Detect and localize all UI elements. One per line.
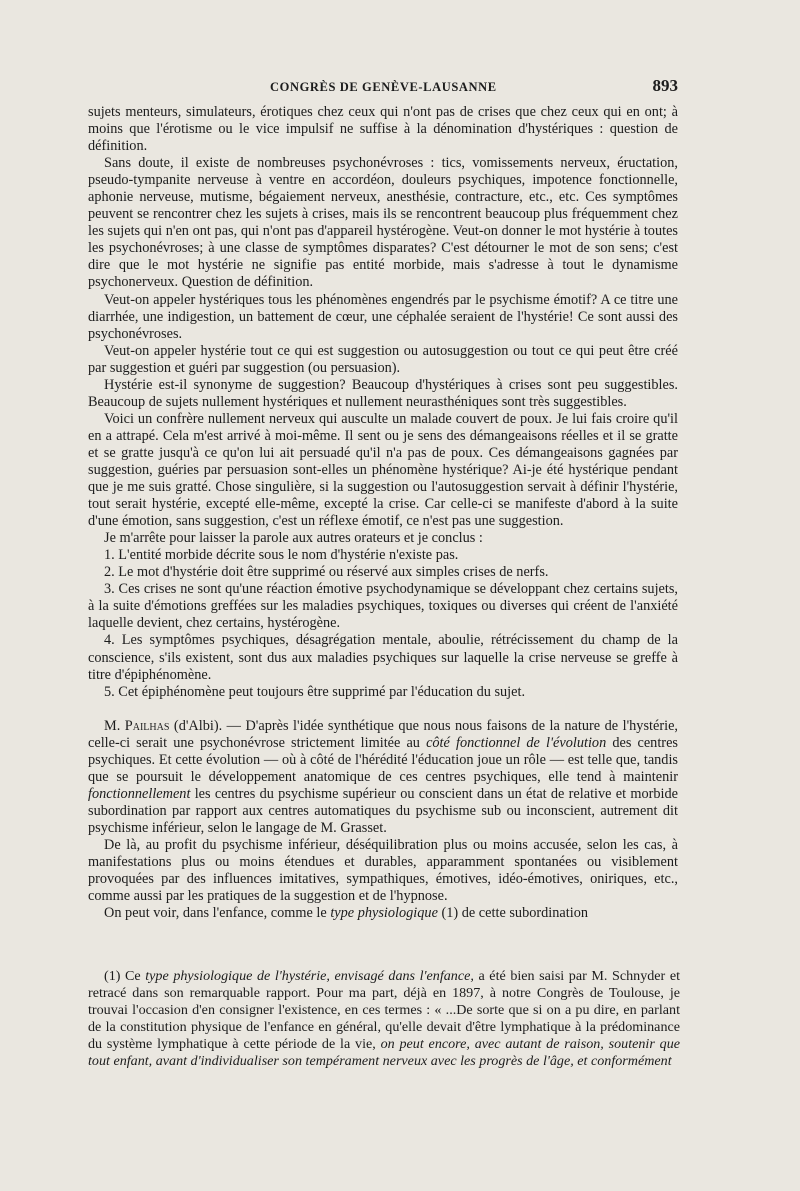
paragraph: sujets menteurs, simulateurs, érotiques chez ceux qui n'ont pas de crises que chez ceux qui en ont; à moins que l'érotisme ou le vice impulsif ne suffise à la dénomination d'hystériques : question de définition. [88, 104, 678, 155]
conclusion-item: 4. Les symptômes psychiques, désagrégation mentale, aboulie, rétrécissement du champ de la conscience, s'ils existent, sont dus aux maladies psychiques sur laquelle la crise nerveuse se greffe à titre d'épiphénomène. [88, 632, 678, 683]
paragraph: Voici un confrère nullement nerveux qui ausculte un malade couvert de poux. Je lui fais croire qu'il en a attrapé. Cela m'est arrivé à moi-même. Il sent ou je sens des démangeaisons réelles et il se gratte et se gratte jusqu'à ce qu'on lui ait persuadé qu'il n'a pas de poux. Ces démangeaisons gagnées par suggestion, guéries par persuasion sont-elles un phénomène hystérique? Ai-je été hystérique pendant que je me suis gratté. Chose singulière, si la suggestion ou l'autosuggestion servait à définir l'hystérie, tout serait hystérie, excepté elle-même, excepté la crise. Car celle-ci se manifeste d'abord à la suite d'une émotion, sans suggestion, c'est un réflexe émotif, ce n'est pas une suggestion. [88, 410, 678, 530]
running-title: CONGRÈS DE GENÈVE-LAUSANNE [270, 80, 497, 94]
footnote-ref: (1) de cette subordination [437, 905, 588, 922]
speaker-prefix: M. [104, 717, 125, 734]
paragraph: Hystérie est-il synonyme de suggestion? Beaucoup d'hystériques à crises sont peu suggestibles. Beaucoup de sujets nullement hystériques et nullement neurasthéniques sont très suggestibles. [88, 376, 678, 410]
italic-run: fonctionnellement [88, 785, 191, 802]
italic-run: côté fonctionnel de l'évolution [426, 734, 607, 751]
text-run: a été bien saisi par M. Schnyder et retracé dans son remarquable rapport. Pour ma part, déjà en 1897, à notre Congrès de Toulouse, je trouvai l'occasion d'en consigner l'existence, en ces termes : « ...De sorte que si on a pu dire, en parlant de la constitution physique de l'enfance en général, qu'elle devait d'être lymphatique à la prédominance du système lymphatique à cette période de la vie, [88, 968, 681, 1052]
conclusion-item: 1. L'entité morbide décrite sous le nom d'hystérie n'existe pas. [104, 547, 459, 564]
main-text [88, 104, 678, 922]
text-run: (d'Albi). — D'après l'idée synthétique que nous nous faisons de la nature de l'hystérie, celle-ci serait une psychonévrose strictement limitée au [88, 717, 678, 751]
speaker-name: Pailhas [124, 717, 170, 734]
paragraph: Je m'arrête pour laisser la parole aux autres orateurs et je conclus : [104, 530, 483, 547]
paragraph: Veut-on appeler hystérie tout ce qui est suggestion ou autosuggestion ou tout ce qui peut être créé par suggestion et guéri par suggestion (ou persuasion). [88, 342, 678, 376]
text-run: On peut voir, dans l'enfance, comme le [104, 905, 331, 922]
text-run: des centres psychiques. Et cette évolution — où à côté de l'hérédité l'éducation joue un rôle — est telle que, tandis que se poursuit le développement anatomique de ces centres psychiques, elle tend à maintenir [88, 734, 678, 785]
page-number: 893 [652, 76, 678, 95]
footnote-marker: (1) Ce [104, 968, 146, 984]
conclusion-item: 3. Ces crises ne sont qu'une réaction émotive psychodynamique se développant chez certains sujets, à la suite d'émotions greffées sur les maladies psychiques, toxiques ou diverses qui créent de l'anxiété laquelle devient, chez certains, hystérogène. [88, 581, 678, 632]
text-run: les centres du psychisme supérieur ou conscient dans un état de relative et morbide subordination par rapport aux centres automatiques du psychisme sub ou inconscient, autrement dit psychisme inférieur, selon le langage de M. Grasset. [88, 785, 678, 836]
running-head [88, 76, 678, 96]
pailhas-paragraph [88, 718, 678, 837]
conclusion-item: 2. Le mot d'hystérie doit être supprimé ou réservé aux simples crises de nerfs. [104, 564, 549, 581]
footnote [88, 968, 680, 1069]
italic-run: type physiologique de l'hystérie, envisagé dans l'enfance, [145, 968, 474, 984]
footnote-text [88, 968, 680, 1069]
paragraph: Veut-on appeler hystériques tous les phénomènes engendrés par le psychisme émotif? A ce titre une diarrhée, une indigestion, un battement de cœur, une céphalée seraient de l'hystérie! Ce sont aussi des psychonévroses. [88, 291, 678, 342]
conclusion-item: 5. Cet épiphénomène peut toujours être supprimé par l'éducation du sujet. [104, 683, 526, 700]
paragraph: De là, au profit du psychisme inférieur, déséquilibration plus ou moins accusée, selon les cas, à manifestations plus ou moins étendues et durables, apparamment spontanées ou visiblement provoquées par des influences imitatives, sympathiques, émotives, idéo-émotives, oniriques, etc., comme aussi par les pratiques de la suggestion et de l'hypnose. [88, 836, 678, 905]
italic-run: type physiologique [330, 905, 438, 922]
paragraph: Sans doute, il existe de nombreuses psychonévroses : tics, vomissements nerveux, éructation, pseudo-tympanite nerveuse à ventre en accordéon, douleurs psychiques, impotence fonctionnelle, aphonie nerveuse, mutisme, bégaiement nerveux, anesthésie, contracture, etc., etc. Ces symptômes peuvent se rencontrer chez les sujets à crises, mais ils se rencontrent beaucoup plus fréquemment chez les sujets qui n'en ont pas, qui n'ont pas d'appareil hystérogène. Veut-on donner le mot hystérie à toutes les psychonévroses; à une classe de symptômes disparates? C'est détourner le mot de son sens; c'est dire que le mot hystérie ne signifie pas entité morbide, mais s'adresse à tout le dynamisme psychonerveux. Question de définition. [88, 155, 678, 291]
paragraph [88, 905, 678, 922]
italic-run: on peut encore, avec autant de raison, soutenir que tout enfant, avant d'individualiser son tempérament nerveux avec les progrès de l'âge, et conformément [88, 1035, 680, 1069]
